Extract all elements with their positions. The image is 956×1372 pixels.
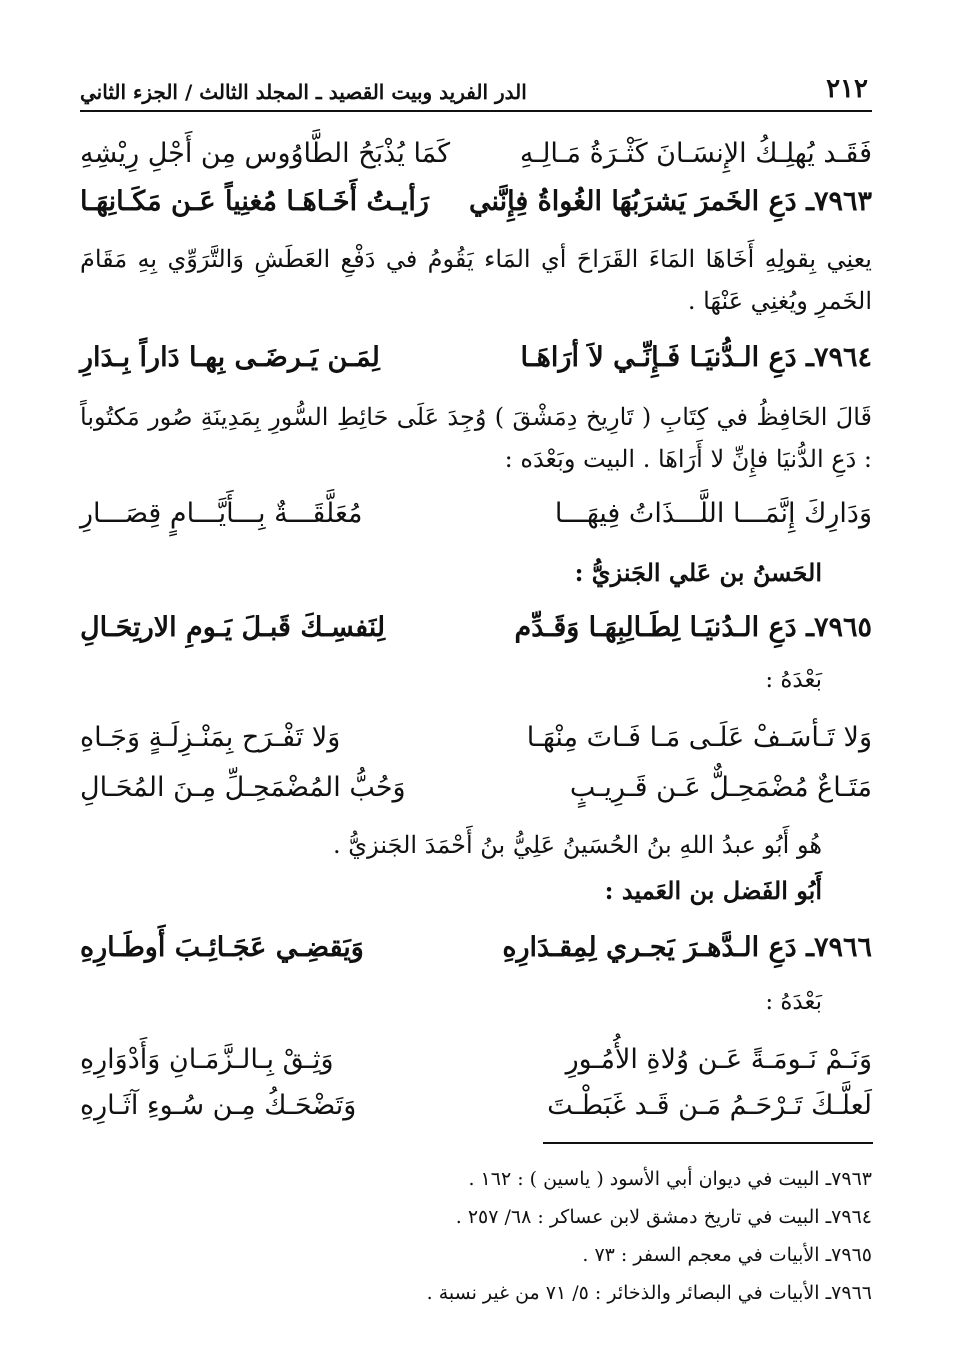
after-label-7966: بَعْدَهُ : [765, 989, 822, 1015]
verse-7966 [80, 924, 872, 972]
verse-7964 [80, 334, 872, 382]
verse-hemistich-second: لِنَفسِـكَ قَبـلَ يَـومِ الارتِحَـالِ [80, 612, 386, 643]
header-rule [80, 110, 872, 112]
verse-hemistich-first: وَلا تَـأسَـفْ عَلَـى مَـا فَـاتَ مِنْهَـا [526, 722, 872, 753]
verse-hemistich-first: لَعلَّـكَ تَـرْحَـمُ مَـن قَـد غَبَطْـتَ [547, 1090, 872, 1121]
after-label-7965: بَعْدَهُ : [765, 667, 822, 693]
verse-hemistich-second: كَمَا يُذْبَحُ الطَّاوُوس مِن أَجْلِ رِيْشِهِ [80, 138, 451, 169]
verse-hemistich-first: وَدَارِكَ إِنَّمَـــا اللَّـــذَاتُ فِيهَـــا [554, 498, 872, 529]
verse-7965 [80, 604, 872, 652]
running-title: الدر الفريد وبيت القصيد ـ المجلد الثالث / الجزء الثاني [80, 80, 527, 104]
verse-hemistich-second: لِمَـن يَـرضَـى بِهـا دَاراً بِـدَارِ [80, 342, 380, 373]
verse-hemistich-second: مُعَلَّقَـــةٌ بِـــأَيَّـــامٍ قِصَـــارِ [80, 498, 363, 529]
page-header [80, 58, 872, 104]
verse-hemistich-second: وَحُبُّ المُضْمَحِـلِّ مِـنَ المُحَـالِ [80, 772, 406, 803]
verse-7965-continuation-2 [80, 764, 872, 812]
footnote-7966: ٧٩٦٦ـ الأبيات في البصائر والذخائر : ٥/ ٧١ من غير نسبة . [426, 1282, 872, 1304]
verse-7964-continuation [80, 490, 872, 538]
page-number: ٢١٢ [826, 74, 868, 104]
verse-hemistich-second: وَتَضْحَـكُ مِـن سُـوءِ آثَـارِهِ [80, 1090, 357, 1121]
verse-7965-continuation-1 [80, 714, 872, 762]
footnotes [300, 1160, 872, 1312]
verse-7963 [80, 178, 872, 226]
footnote-7964: ٧٩٦٤ـ البيت في تاريخ دمشق لابن عساكر : ٦٨/ ٢٥٧ . [455, 1206, 872, 1228]
footnote-7965: ٧٩٦٥ـ الأبيات في معجم السفر : ٧٣ . [582, 1244, 872, 1266]
footnote-7963: ٧٩٦٣ـ البيت في ديوان أبي الأسود ( ياسين ) : ١٦٢ . [468, 1168, 872, 1190]
verse-hemistich-first: ٧٩٦٦ـ دَعِ الـدَّهـرَ يَجـري لِمِقـدَارِهِ [502, 932, 872, 963]
verse-hemistich-first: ٧٩٦٤ـ دَعِ الـدُّنيَـا فَـإِنِّـي لاَ أرَاهَـا [520, 342, 872, 373]
verse-intro [80, 130, 872, 178]
commentary-7964: قَالَ الحَافِظُ في كِتَابِ ( تَارِيخ دِمَشْقَ ) وُجِدَ عَلَى حَائِطِ السُّورِ بِمَدِينَةِ صُور مَكتُوباً : دَعِ الدُّنيَا فإِنِّ لا أَرَاهَا . البيت وبَعْدَه : [80, 403, 872, 473]
poet-note-7965: هُو أَبُو عبدُ اللهِ بنُ الحُسَينُ عَلِيُّ بنُ أَحْمَدَ الجَنزيُّ . [333, 831, 822, 859]
verse-hemistich-first: مَتَـاعٌ مُضْمَحِـلٌّ عَـن قَـرِيـبٍ [569, 772, 872, 803]
verse-hemistich-second: وَثِـقْ بِـالـزَّمَـانِ وَأَدْوَارِهِ [80, 1044, 334, 1075]
verse-hemistich-second: وَلا تَفْـرَح بِمَنْـزِلَـةٍ وَجَـاهِ [80, 722, 341, 753]
footnote-separator [543, 1142, 873, 1144]
verse-hemistich-second: وَيَقضِـي عَجَـائِـبَ أَوطَـارِهِ [80, 932, 364, 963]
verse-hemistich-first: فَقَـد يُهلِـكُ الإِنسَـانَ كَثْـرَةُ مَـالِـهِ [519, 138, 872, 169]
verse-hemistich-first: ٧٩٦٥ـ دَعِ الـدُنيَـا لِطَـالِبِهَـا وَقَـدِّم [514, 612, 872, 643]
commentary-7963: يعنِي بِقولِهِ أَخَاهَا المَاءَ القَرَاحَ أي المَاء يَقُومُ في دَفْعِ العَطَشِ وَالتَّرَوِّي بِهِ مَقَامَ الخَمرِ ويُغنِي عَنْهَا . [80, 245, 872, 315]
verse-hemistich-second: رَأيـتُ أَخَـاهَـا مُغنِياً عَـن مَكَـانِهَـا [80, 186, 429, 217]
verse-7966-continuation-2 [80, 1082, 872, 1130]
verse-hemistich-first: ٧٩٦٣ـ دَعِ الخَمرَ يَشرَبُهَا الغُواةُ فِإِنَّني [468, 186, 872, 217]
verse-7966-continuation-1 [80, 1036, 872, 1084]
poet-heading-7965: الحَسنُ بن عَلي الجَنزيُّ : [574, 558, 822, 587]
poet-heading-7966: أَبُو الفَضل بن العَميد : [604, 876, 822, 905]
verse-hemistich-first: وَنَـمْ نَـومَـةً عَـن وُلاةِ الأُمُـورِ [565, 1044, 872, 1075]
